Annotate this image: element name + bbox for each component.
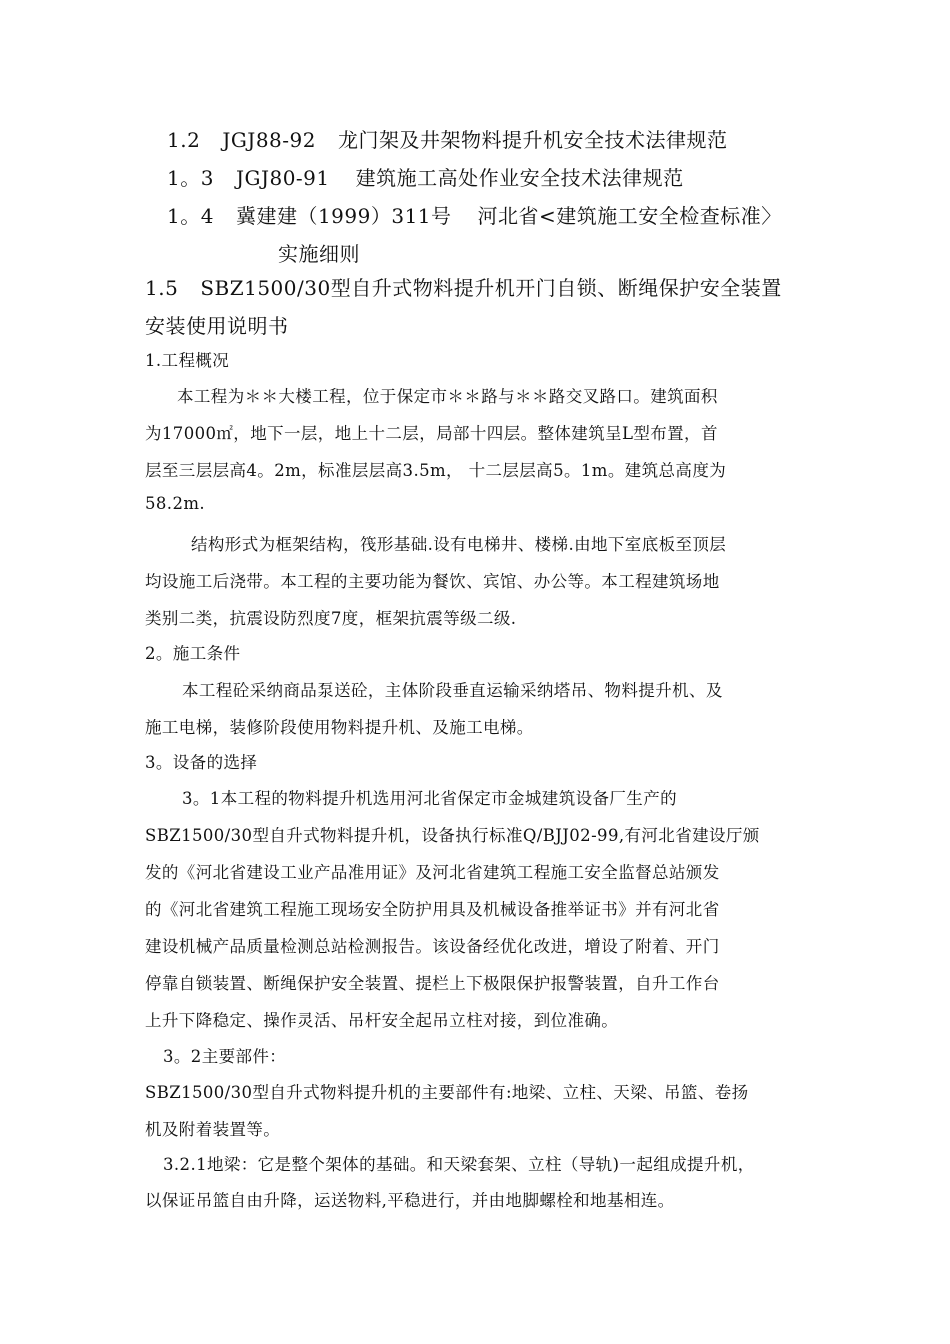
paragraph-line: 58.2m. xyxy=(145,494,206,513)
paragraph-line: 停靠自锁装置、断绳保护安全装置、提栏上下极限保护报警装置，自升工作台 xyxy=(145,974,720,993)
reference-title-line1: SBZ1500/30型自升式物料提升机开门自锁、断绳保护安全装置 xyxy=(200,276,782,300)
paragraph-line: 机及附着装置等。 xyxy=(145,1120,281,1139)
section-heading-3: 3。设备的选择 xyxy=(145,753,258,772)
reference-1-5-continued xyxy=(145,310,289,339)
paragraph-line: 以保证吊篮自由升降，运送物料,平稳进行，并由地脚螺栓和地基相连。 xyxy=(145,1191,675,1210)
reference-title-line2: 安装使用说明书 xyxy=(145,314,289,338)
reference-code: JGJ80-91 xyxy=(235,166,330,190)
paragraph-line: 本工程砼采纳商品泵送砼，主体阶段垂直运输采纳塔吊、物料提升机、及 xyxy=(182,681,723,700)
reference-title: 建筑施工高处作业安全技术法律规范 xyxy=(355,166,684,190)
paragraph-line: 建设机械产品质量检测总站检测报告。该设备经优化改进，增设了附着、开门 xyxy=(145,937,720,956)
paragraph-line: 结构形式为框架结构，筏形基础.设有电梯井、楼梯.由地下室底板至顶层 xyxy=(191,535,727,554)
paragraph-line: SBZ1500/30型自升式物料提升机，设备执行标准Q/BJJ02-99,有河北省建设厅颁 xyxy=(145,826,760,845)
paragraph-line: 本工程为＊＊大楼工程，位于保定市＊＊路与＊＊路交叉路口。建筑面积 xyxy=(177,387,718,406)
reference-1-2 xyxy=(167,124,727,153)
paragraph-line: 层至三层层高4。2m，标准层层高3.5m， 十二层层高5。1m。建筑总高度为 xyxy=(145,461,727,480)
reference-code: JGJ88-92 xyxy=(222,128,316,152)
section-heading-1: 1.工程概况 xyxy=(145,351,230,370)
paragraph-line: 均设施工后浇带。本工程的主要功能为餐饮、宾馆、办公等。本工程建筑场地 xyxy=(145,572,720,591)
reference-title-continued: 实施细则 xyxy=(278,242,360,266)
reference-1-4-continued xyxy=(278,238,360,267)
paragraph-line: 上升下降稳定、操作灵活、吊杆安全起吊立柱对接，到位准确。 xyxy=(145,1011,619,1030)
reference-number: 1.5 xyxy=(145,276,179,300)
reference-1-3 xyxy=(167,162,684,191)
reference-1-5 xyxy=(145,272,782,301)
reference-code: 冀建建（1999）311号 xyxy=(235,204,452,228)
paragraph-line: 为17000㎡，地下一层，地上十二层，局部十四层。整体建筑呈L型布置，首 xyxy=(145,424,718,443)
subsection-heading-3-2: 3。2主要部件： xyxy=(163,1047,287,1066)
paragraph-line: 3。1本工程的物料提升机选用河北省保定市金城建筑设备厂生产的 xyxy=(182,789,677,808)
reference-title: 龙门架及井架物料提升机安全技术法律规范 xyxy=(337,128,728,152)
reference-title: 河北省<建筑施工安全检查标准〉 xyxy=(477,204,782,228)
reference-1-4 xyxy=(167,200,782,229)
paragraph-line: SBZ1500/30型自升式物料提升机的主要部件有:地梁、立柱、天梁、吊篮、卷扬 xyxy=(145,1083,749,1102)
paragraph-line: 施工电梯，装修阶段使用物料提升机、及施工电梯。 xyxy=(145,718,534,737)
paragraph-line: 的《河北省建筑工程施工现场安全防护用具及机械设备推举证书》并有河北省 xyxy=(145,900,720,919)
reference-number: 1.2 xyxy=(167,128,201,152)
paragraph-line: 发的《河北省建设工业产品准用证》及河北省建筑工程施工安全监督总站颁发 xyxy=(145,863,720,882)
paragraph-line: 类别二类，抗震设防烈度7度，框架抗震等级二级. xyxy=(145,609,517,628)
section-heading-2: 2。施工条件 xyxy=(145,644,241,663)
reference-number: 1。4 xyxy=(167,204,214,228)
reference-number: 1。3 xyxy=(167,166,214,190)
paragraph-line: 3.2.1地梁：它是整个架体的基础。和天梁套架、立柱（导轨)一起组成提升机， xyxy=(163,1155,755,1174)
